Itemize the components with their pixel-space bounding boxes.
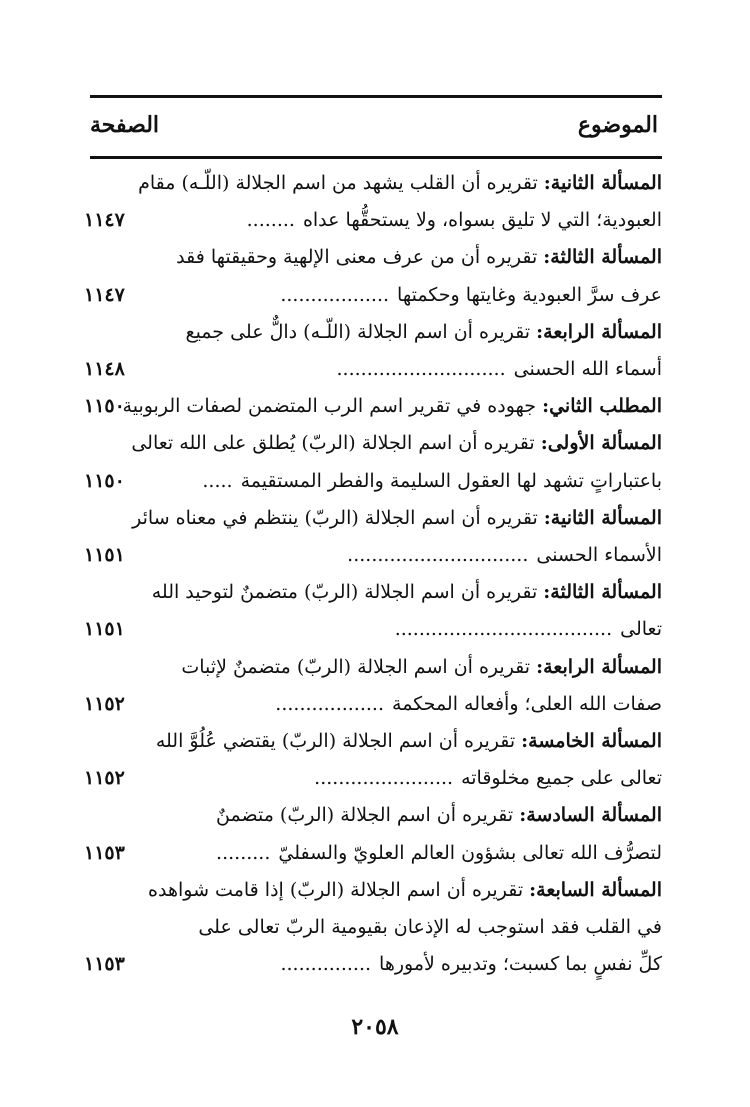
toc-entry-text — [167, 203, 662, 237]
toc-entry-title: العبودية؛ التي لا تليق بسواه، ولا يستحقُّها عداه — [302, 209, 662, 231]
toc-entry-line — [84, 315, 662, 349]
toc-entry-line — [84, 278, 662, 312]
toc-entry-text — [138, 166, 662, 200]
toc-entry-title: أسماء الله الحسنى — [513, 358, 662, 380]
toc-entry-title: تقريره أن اسم الجلالة (الربّ) ينتظم في معناه سائر — [132, 507, 544, 529]
toc-leader-dots: .................. — [275, 693, 385, 715]
toc-entry-text — [167, 947, 662, 981]
toc-entry-line — [84, 761, 662, 795]
toc-entry-line — [84, 873, 662, 907]
toc-entry-title: الأسماء الحسنى — [536, 544, 662, 566]
toc-entry-text — [167, 650, 662, 684]
toc-entry-text — [155, 724, 662, 758]
toc-entry-title: جهوده في تقرير اسم الرب المتضمن لصفات الربوبية — [122, 395, 543, 417]
toc-entry-text — [167, 278, 662, 312]
toc-entry-title: تعالى — [620, 618, 662, 640]
topic-column-header: الموضوع — [577, 112, 658, 138]
toc-entry-heading: المسألة الأولى: — [540, 432, 662, 454]
toc-entry-title: تقريره أن اسم الجلالة (الربّ) إذا قامت شواهده — [148, 879, 530, 901]
toc-leader-dots: .................. — [280, 284, 390, 306]
toc-entry-text — [167, 612, 662, 646]
page-number: ٢٠٥٨ — [351, 1014, 399, 1040]
toc-leader-dots: ......... — [216, 842, 271, 864]
toc-entry-title: تقريره أن اسم الجلالة (الربّ) يقتضي عُلُوَّ الله — [155, 730, 522, 752]
toc-entry-text — [148, 873, 662, 907]
toc-page-number: ١١٤٧ — [84, 284, 125, 306]
toc-entry-heading: المسألة الرابعة: — [536, 321, 662, 343]
toc-entry-text — [167, 836, 662, 870]
toc-entry-heading: المسألة الخامسة: — [521, 730, 662, 752]
toc-entry-line — [84, 389, 662, 423]
toc-leader-dots: ....................... — [314, 767, 454, 789]
toc-page-number: ١١٥١ — [84, 544, 125, 566]
toc-entry-line — [84, 650, 662, 684]
toc-entry-line — [84, 166, 662, 200]
toc-entry-text — [167, 910, 662, 944]
toc-entry-title: تقريره أن اسم الجلالة (الربّ) متضمنٌ — [216, 804, 520, 826]
toc-page-number: ١١٤٨ — [84, 358, 125, 380]
toc-entry-line — [84, 203, 662, 237]
toc-entry-title: تقريره أن القلب يشهد من اسم الجلالة (اللّـه) مقام — [138, 172, 544, 194]
toc-entry-line — [84, 426, 662, 460]
page-column-header: الصفحة — [90, 112, 160, 138]
toc-entry-text — [167, 538, 662, 572]
toc-page-number: ١١٥٣ — [84, 842, 125, 864]
toc-entry-text — [131, 426, 662, 460]
toc-entry-text — [167, 464, 662, 498]
toc-entry-title: تقريره أن اسم الجلالة (الربّ) متضمنٌ لإثبات — [181, 656, 537, 678]
toc-entry-title: صفات الله العلى؛ وأفعاله المحكمة — [392, 693, 662, 715]
toc-leader-dots: .............................. — [347, 544, 529, 566]
toc-entry-title: تقريره أن اسم الجلالة (اللّـه) دالٌّ على جميع — [185, 321, 537, 343]
toc-entry-line — [84, 687, 662, 721]
toc-leader-dots: ............... — [280, 953, 372, 975]
toc-entry-title: في القلب فقد استوجب له الإذعان بقيومية الربّ تعالى على — [198, 916, 662, 938]
toc-entry-text — [122, 389, 662, 423]
toc-entry-line — [84, 724, 662, 758]
toc-entry-line — [84, 538, 662, 572]
toc-entry-text — [167, 687, 662, 721]
toc-entry-line — [84, 501, 662, 535]
toc-entry-title: لتصرُّف الله تعالى بشؤون العالم العلويّ والسفليّ — [278, 842, 662, 864]
toc-entry-title: تعالى على جميع مخلوقاته — [461, 767, 662, 789]
toc-entry-title: عرف سرَّ العبودية وغايتها وحكمتها — [397, 284, 662, 306]
toc-entry-line — [84, 464, 662, 498]
toc-entry-line — [84, 798, 662, 832]
toc-leader-dots: ........ — [246, 209, 295, 231]
toc-entry-heading: المطلب الثاني: — [542, 395, 662, 417]
table-of-contents-header — [90, 95, 662, 159]
toc-leader-dots: ............................ — [336, 358, 506, 380]
toc-entry-heading: المسألة السابعة: — [529, 879, 662, 901]
toc-entry-heading: المسألة الرابعة: — [536, 656, 662, 678]
toc-entry-heading: المسألة الثانية: — [543, 172, 662, 194]
toc-entry-text — [167, 761, 662, 795]
toc-entry-text — [167, 352, 662, 386]
toc-entry-text — [167, 798, 662, 832]
toc-entry-heading: المسألة الثانية: — [543, 507, 662, 529]
toc-page-number: ١١٥٠ — [84, 470, 125, 492]
toc-leader-dots: ..... — [202, 470, 233, 492]
toc-entry-heading: المسألة السادسة: — [519, 804, 662, 826]
toc-entry-title: كلِّ نفسٍ بما كسبت؛ وتدبيره لأمورها — [379, 953, 662, 975]
toc-entry-line — [84, 947, 662, 981]
toc-entry-heading: المسألة الثالثة: — [543, 581, 662, 603]
toc-entry-title: باعتباراتٍ تشهد لها العقول السليمة والفطر المستقيمة — [240, 470, 662, 492]
toc-entry-line — [84, 240, 662, 274]
toc-entry-title: تقريره أن من عرف معنى الإلهية وحقيقتها فقد — [176, 246, 544, 268]
toc-page-number: ١١٥٠ — [84, 395, 125, 417]
toc-entry-line — [84, 352, 662, 386]
toc-page-number: ١١٥٢ — [84, 767, 125, 789]
toc-entry-line — [84, 836, 662, 870]
toc-entry-text — [167, 240, 662, 274]
toc-page-number: ١١٥٣ — [84, 953, 125, 975]
toc-entry-line — [84, 575, 662, 609]
toc-entry-text — [151, 575, 662, 609]
toc-page-number: ١١٥١ — [84, 618, 125, 640]
toc-page-number: ١١٤٧ — [84, 209, 125, 231]
toc-entry-text — [132, 501, 662, 535]
toc-leader-dots: .................................... — [394, 618, 613, 640]
toc-entry-heading: المسألة الثالثة: — [543, 246, 662, 268]
toc-page-number: ١١٥٢ — [84, 693, 125, 715]
toc-entry-line — [84, 612, 662, 646]
toc-entry-line — [84, 910, 662, 944]
toc-entry-text — [167, 315, 662, 349]
toc-entry-title: تقريره أن اسم الجلالة (الربّ) متضمنٌ لتوحيد الله — [151, 581, 544, 603]
toc-entry-title: تقريره أن اسم الجلالة (الربّ) يُطلق على الله تعالى — [131, 432, 541, 454]
